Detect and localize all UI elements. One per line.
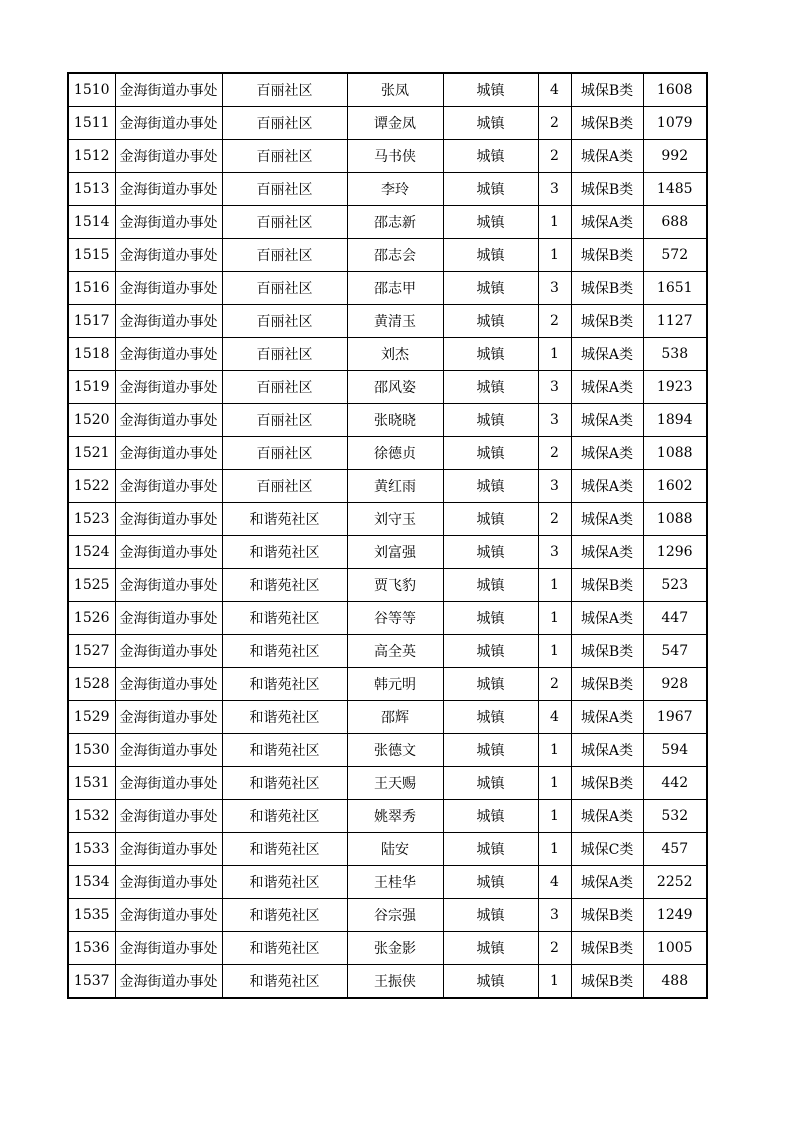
- category-cell: 城保B类: [571, 305, 643, 338]
- roster-table: [67, 72, 708, 999]
- street-office-cell: 金海街道办事处: [115, 899, 222, 932]
- community-cell: 百丽社区: [222, 140, 347, 173]
- table-row: [68, 767, 707, 800]
- household-size-cell: 1: [538, 569, 571, 602]
- category-cell: 城保A类: [571, 866, 643, 899]
- community-cell: 和谐苑社区: [222, 965, 347, 999]
- area-type-cell: 城镇: [443, 767, 538, 800]
- household-size-cell: 2: [538, 140, 571, 173]
- area-type-cell: 城镇: [443, 272, 538, 305]
- seq-number-cell: 1528: [68, 668, 115, 701]
- seq-number-cell: 1511: [68, 107, 115, 140]
- seq-number-cell: 1513: [68, 173, 115, 206]
- area-type-cell: 城镇: [443, 73, 538, 107]
- amount-cell: 1923: [643, 371, 707, 404]
- category-cell: 城保A类: [571, 371, 643, 404]
- seq-number-cell: 1534: [68, 866, 115, 899]
- community-cell: 和谐苑社区: [222, 866, 347, 899]
- category-cell: 城保B类: [571, 569, 643, 602]
- name-cell: 姚翠秀: [347, 800, 443, 833]
- category-cell: 城保B类: [571, 73, 643, 107]
- street-office-cell: 金海街道办事处: [115, 833, 222, 866]
- category-cell: 城保A类: [571, 701, 643, 734]
- area-type-cell: 城镇: [443, 470, 538, 503]
- street-office-cell: 金海街道办事处: [115, 767, 222, 800]
- table-row: [68, 206, 707, 239]
- seq-number-cell: 1514: [68, 206, 115, 239]
- name-cell: 邵志甲: [347, 272, 443, 305]
- category-cell: 城保B类: [571, 965, 643, 999]
- street-office-cell: 金海街道办事处: [115, 536, 222, 569]
- seq-number-cell: 1512: [68, 140, 115, 173]
- area-type-cell: 城镇: [443, 437, 538, 470]
- table-row: [68, 371, 707, 404]
- category-cell: 城保B类: [571, 635, 643, 668]
- community-cell: 和谐苑社区: [222, 569, 347, 602]
- household-size-cell: 1: [538, 338, 571, 371]
- household-size-cell: 3: [538, 899, 571, 932]
- area-type-cell: 城镇: [443, 800, 538, 833]
- community-cell: 和谐苑社区: [222, 800, 347, 833]
- area-type-cell: 城镇: [443, 701, 538, 734]
- name-cell: 王天赐: [347, 767, 443, 800]
- street-office-cell: 金海街道办事处: [115, 206, 222, 239]
- name-cell: 谷宗强: [347, 899, 443, 932]
- name-cell: 邵风姿: [347, 371, 443, 404]
- seq-number-cell: 1527: [68, 635, 115, 668]
- area-type-cell: 城镇: [443, 833, 538, 866]
- table-row: [68, 701, 707, 734]
- household-size-cell: 3: [538, 404, 571, 437]
- area-type-cell: 城镇: [443, 866, 538, 899]
- amount-cell: 1005: [643, 932, 707, 965]
- area-type-cell: 城镇: [443, 536, 538, 569]
- category-cell: 城保A类: [571, 536, 643, 569]
- amount-cell: 1894: [643, 404, 707, 437]
- household-size-cell: 1: [538, 833, 571, 866]
- household-size-cell: 1: [538, 239, 571, 272]
- name-cell: 韩元明: [347, 668, 443, 701]
- amount-cell: 547: [643, 635, 707, 668]
- household-size-cell: 3: [538, 173, 571, 206]
- category-cell: 城保C类: [571, 833, 643, 866]
- household-size-cell: 2: [538, 503, 571, 536]
- street-office-cell: 金海街道办事处: [115, 965, 222, 999]
- seq-number-cell: 1537: [68, 965, 115, 999]
- household-size-cell: 2: [538, 305, 571, 338]
- street-office-cell: 金海街道办事处: [115, 866, 222, 899]
- area-type-cell: 城镇: [443, 305, 538, 338]
- category-cell: 城保A类: [571, 602, 643, 635]
- table-row: [68, 272, 707, 305]
- seq-number-cell: 1531: [68, 767, 115, 800]
- table-row: [68, 536, 707, 569]
- community-cell: 百丽社区: [222, 404, 347, 437]
- table-row: [68, 899, 707, 932]
- seq-number-cell: 1529: [68, 701, 115, 734]
- name-cell: 李玲: [347, 173, 443, 206]
- amount-cell: 523: [643, 569, 707, 602]
- amount-cell: 1967: [643, 701, 707, 734]
- seq-number-cell: 1526: [68, 602, 115, 635]
- table-row: [68, 833, 707, 866]
- name-cell: 张凤: [347, 73, 443, 107]
- area-type-cell: 城镇: [443, 239, 538, 272]
- name-cell: 黄红雨: [347, 470, 443, 503]
- community-cell: 和谐苑社区: [222, 602, 347, 635]
- amount-cell: 572: [643, 239, 707, 272]
- street-office-cell: 金海街道办事处: [115, 503, 222, 536]
- name-cell: 刘富强: [347, 536, 443, 569]
- household-size-cell: 1: [538, 635, 571, 668]
- table-row: [68, 107, 707, 140]
- community-cell: 和谐苑社区: [222, 833, 347, 866]
- amount-cell: 538: [643, 338, 707, 371]
- seq-number-cell: 1525: [68, 569, 115, 602]
- amount-cell: 928: [643, 668, 707, 701]
- category-cell: 城保A类: [571, 470, 643, 503]
- street-office-cell: 金海街道办事处: [115, 734, 222, 767]
- area-type-cell: 城镇: [443, 173, 538, 206]
- category-cell: 城保A类: [571, 206, 643, 239]
- amount-cell: 1088: [643, 503, 707, 536]
- street-office-cell: 金海街道办事处: [115, 272, 222, 305]
- amount-cell: 447: [643, 602, 707, 635]
- household-size-cell: 1: [538, 734, 571, 767]
- household-size-cell: 4: [538, 701, 571, 734]
- area-type-cell: 城镇: [443, 899, 538, 932]
- seq-number-cell: 1533: [68, 833, 115, 866]
- community-cell: 和谐苑社区: [222, 701, 347, 734]
- amount-cell: 1079: [643, 107, 707, 140]
- table-row: [68, 800, 707, 833]
- area-type-cell: 城镇: [443, 371, 538, 404]
- seq-number-cell: 1510: [68, 73, 115, 107]
- table-row: [68, 404, 707, 437]
- name-cell: 刘守玉: [347, 503, 443, 536]
- name-cell: 邵辉: [347, 701, 443, 734]
- seq-number-cell: 1521: [68, 437, 115, 470]
- category-cell: 城保B类: [571, 932, 643, 965]
- street-office-cell: 金海街道办事处: [115, 404, 222, 437]
- name-cell: 邵志新: [347, 206, 443, 239]
- amount-cell: 457: [643, 833, 707, 866]
- seq-number-cell: 1524: [68, 536, 115, 569]
- community-cell: 和谐苑社区: [222, 668, 347, 701]
- household-size-cell: 3: [538, 272, 571, 305]
- name-cell: 陆安: [347, 833, 443, 866]
- street-office-cell: 金海街道办事处: [115, 635, 222, 668]
- street-office-cell: 金海街道办事处: [115, 701, 222, 734]
- name-cell: 张金影: [347, 932, 443, 965]
- street-office-cell: 金海街道办事处: [115, 668, 222, 701]
- community-cell: 百丽社区: [222, 73, 347, 107]
- community-cell: 百丽社区: [222, 437, 347, 470]
- street-office-cell: 金海街道办事处: [115, 140, 222, 173]
- name-cell: 张德文: [347, 734, 443, 767]
- table-row: [68, 73, 707, 107]
- street-office-cell: 金海街道办事处: [115, 73, 222, 107]
- seq-number-cell: 1516: [68, 272, 115, 305]
- area-type-cell: 城镇: [443, 965, 538, 999]
- seq-number-cell: 1532: [68, 800, 115, 833]
- name-cell: 贾飞豹: [347, 569, 443, 602]
- amount-cell: 442: [643, 767, 707, 800]
- community-cell: 百丽社区: [222, 173, 347, 206]
- seq-number-cell: 1519: [68, 371, 115, 404]
- household-size-cell: 2: [538, 932, 571, 965]
- amount-cell: 1127: [643, 305, 707, 338]
- name-cell: 刘杰: [347, 338, 443, 371]
- household-size-cell: 3: [538, 536, 571, 569]
- category-cell: 城保A类: [571, 338, 643, 371]
- category-cell: 城保B类: [571, 239, 643, 272]
- community-cell: 百丽社区: [222, 107, 347, 140]
- amount-cell: 532: [643, 800, 707, 833]
- name-cell: 谭金凤: [347, 107, 443, 140]
- area-type-cell: 城镇: [443, 668, 538, 701]
- area-type-cell: 城镇: [443, 107, 538, 140]
- street-office-cell: 金海街道办事处: [115, 239, 222, 272]
- table-row: [68, 734, 707, 767]
- name-cell: 张晓晓: [347, 404, 443, 437]
- household-size-cell: 1: [538, 602, 571, 635]
- community-cell: 百丽社区: [222, 371, 347, 404]
- category-cell: 城保B类: [571, 899, 643, 932]
- table-row: [68, 866, 707, 899]
- table-row: [68, 602, 707, 635]
- name-cell: 黄清玉: [347, 305, 443, 338]
- table-row: [68, 932, 707, 965]
- name-cell: 邵志会: [347, 239, 443, 272]
- seq-number-cell: 1536: [68, 932, 115, 965]
- name-cell: 马书侠: [347, 140, 443, 173]
- community-cell: 百丽社区: [222, 470, 347, 503]
- category-cell: 城保A类: [571, 404, 643, 437]
- area-type-cell: 城镇: [443, 140, 538, 173]
- seq-number-cell: 1535: [68, 899, 115, 932]
- name-cell: 高全英: [347, 635, 443, 668]
- household-size-cell: 1: [538, 206, 571, 239]
- household-size-cell: 4: [538, 866, 571, 899]
- household-size-cell: 4: [538, 73, 571, 107]
- table-row: [68, 437, 707, 470]
- table-row: [68, 140, 707, 173]
- household-size-cell: 2: [538, 107, 571, 140]
- community-cell: 和谐苑社区: [222, 635, 347, 668]
- seq-number-cell: 1517: [68, 305, 115, 338]
- amount-cell: 2252: [643, 866, 707, 899]
- table-row: [68, 965, 707, 999]
- category-cell: 城保B类: [571, 173, 643, 206]
- street-office-cell: 金海街道办事处: [115, 305, 222, 338]
- community-cell: 和谐苑社区: [222, 932, 347, 965]
- household-size-cell: 3: [538, 371, 571, 404]
- amount-cell: 1296: [643, 536, 707, 569]
- area-type-cell: 城镇: [443, 206, 538, 239]
- table-row: [68, 305, 707, 338]
- street-office-cell: 金海街道办事处: [115, 437, 222, 470]
- street-office-cell: 金海街道办事处: [115, 932, 222, 965]
- table-row: [68, 470, 707, 503]
- community-cell: 百丽社区: [222, 272, 347, 305]
- household-size-cell: 1: [538, 965, 571, 999]
- area-type-cell: 城镇: [443, 569, 538, 602]
- amount-cell: 594: [643, 734, 707, 767]
- amount-cell: 688: [643, 206, 707, 239]
- category-cell: 城保B类: [571, 668, 643, 701]
- table-row: [68, 635, 707, 668]
- seq-number-cell: 1522: [68, 470, 115, 503]
- seq-number-cell: 1520: [68, 404, 115, 437]
- category-cell: 城保B类: [571, 767, 643, 800]
- area-type-cell: 城镇: [443, 602, 538, 635]
- table-row: [68, 239, 707, 272]
- street-office-cell: 金海街道办事处: [115, 800, 222, 833]
- amount-cell: 1249: [643, 899, 707, 932]
- street-office-cell: 金海街道办事处: [115, 107, 222, 140]
- community-cell: 百丽社区: [222, 305, 347, 338]
- amount-cell: 1602: [643, 470, 707, 503]
- household-size-cell: 1: [538, 767, 571, 800]
- amount-cell: 488: [643, 965, 707, 999]
- category-cell: 城保A类: [571, 734, 643, 767]
- community-cell: 和谐苑社区: [222, 503, 347, 536]
- area-type-cell: 城镇: [443, 635, 538, 668]
- category-cell: 城保A类: [571, 800, 643, 833]
- table-row: [68, 569, 707, 602]
- category-cell: 城保B类: [571, 107, 643, 140]
- community-cell: 百丽社区: [222, 239, 347, 272]
- amount-cell: 1485: [643, 173, 707, 206]
- table-row: [68, 668, 707, 701]
- category-cell: 城保A类: [571, 140, 643, 173]
- category-cell: 城保B类: [571, 272, 643, 305]
- area-type-cell: 城镇: [443, 932, 538, 965]
- household-size-cell: 3: [538, 470, 571, 503]
- seq-number-cell: 1523: [68, 503, 115, 536]
- name-cell: 徐德贞: [347, 437, 443, 470]
- street-office-cell: 金海街道办事处: [115, 371, 222, 404]
- household-size-cell: 2: [538, 437, 571, 470]
- street-office-cell: 金海街道办事处: [115, 569, 222, 602]
- community-cell: 百丽社区: [222, 206, 347, 239]
- community-cell: 和谐苑社区: [222, 734, 347, 767]
- amount-cell: 992: [643, 140, 707, 173]
- area-type-cell: 城镇: [443, 404, 538, 437]
- area-type-cell: 城镇: [443, 503, 538, 536]
- category-cell: 城保A类: [571, 503, 643, 536]
- street-office-cell: 金海街道办事处: [115, 173, 222, 206]
- community-cell: 和谐苑社区: [222, 899, 347, 932]
- community-cell: 和谐苑社区: [222, 536, 347, 569]
- household-size-cell: 2: [538, 668, 571, 701]
- street-office-cell: 金海街道办事处: [115, 602, 222, 635]
- name-cell: 王振侠: [347, 965, 443, 999]
- table-row: [68, 338, 707, 371]
- area-type-cell: 城镇: [443, 734, 538, 767]
- table-row: [68, 173, 707, 206]
- street-office-cell: 金海街道办事处: [115, 338, 222, 371]
- seq-number-cell: 1530: [68, 734, 115, 767]
- seq-number-cell: 1518: [68, 338, 115, 371]
- name-cell: 谷等等: [347, 602, 443, 635]
- category-cell: 城保A类: [571, 437, 643, 470]
- amount-cell: 1608: [643, 73, 707, 107]
- amount-cell: 1651: [643, 272, 707, 305]
- amount-cell: 1088: [643, 437, 707, 470]
- community-cell: 百丽社区: [222, 338, 347, 371]
- name-cell: 王桂华: [347, 866, 443, 899]
- street-office-cell: 金海街道办事处: [115, 470, 222, 503]
- community-cell: 和谐苑社区: [222, 767, 347, 800]
- seq-number-cell: 1515: [68, 239, 115, 272]
- table-row: [68, 503, 707, 536]
- roster-body: [68, 73, 707, 998]
- household-size-cell: 1: [538, 800, 571, 833]
- area-type-cell: 城镇: [443, 338, 538, 371]
